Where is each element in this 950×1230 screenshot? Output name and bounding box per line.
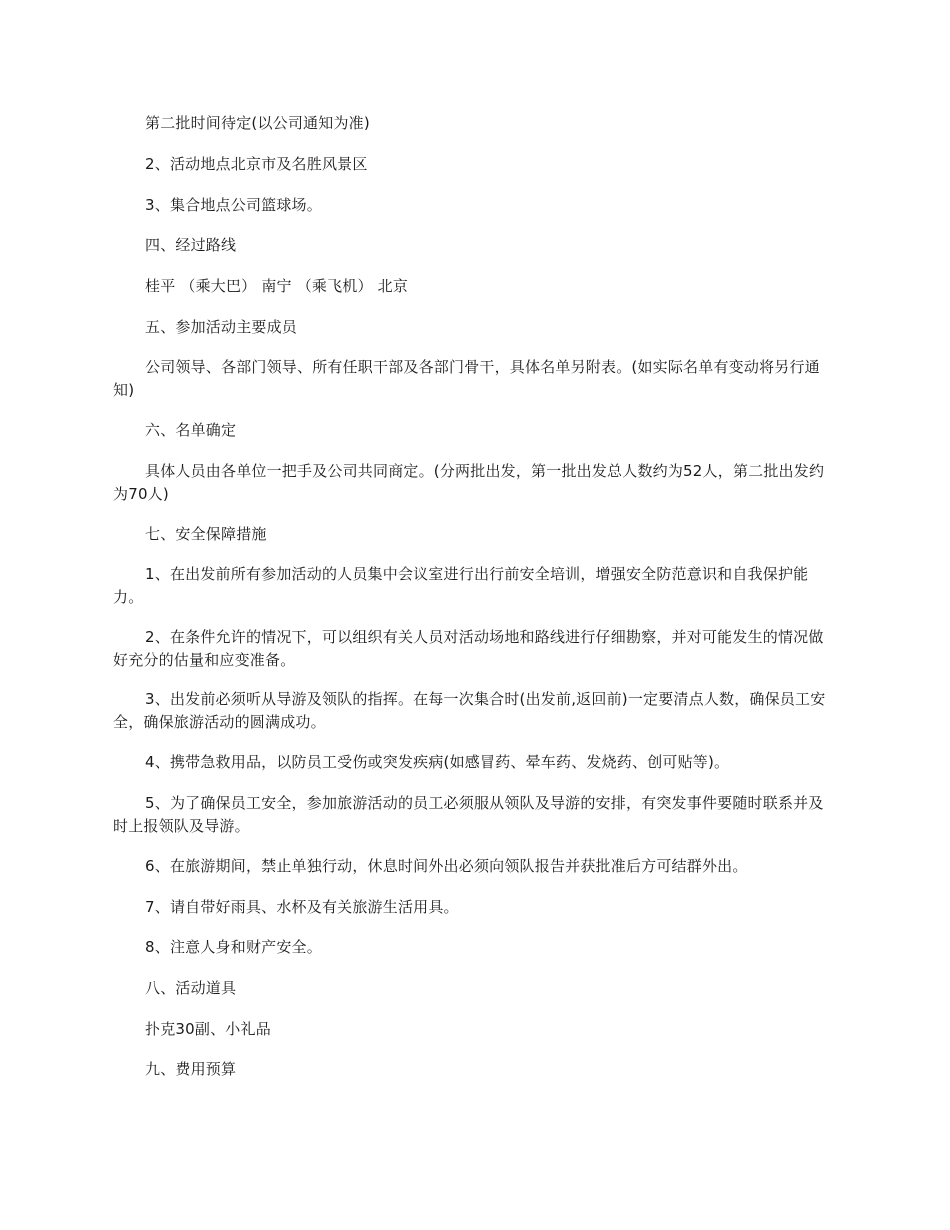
paragraph-route: 桂平 （乘大巴） 南宁 （乘飞机） 北京 bbox=[145, 277, 409, 295]
paragraph-safety-5: 5、为了确保员工安全，参加旅游活动的员工必须服从领队及导游的安排，有突发事件要随时联系并及时上报领队及导游。 bbox=[113, 794, 824, 835]
paragraph-safety-6: 6、在旅游期间，禁止单独行动，休息时间外出必须向领队报告并获批准后方可结群外出。 bbox=[145, 857, 748, 875]
paragraph-safety-4: 4、携带急救用品，以防员工受伤或突发疾病(如感冒药、晕车药、发烧药、创可贴等)。 bbox=[145, 753, 730, 771]
paragraph-batch-two-time: 第二批时间待定(以公司通知为准) bbox=[145, 114, 370, 132]
paragraph-safety-7: 7、请自带好雨具、水杯及有关旅游生活用具。 bbox=[145, 898, 459, 916]
paragraph-props: 扑克30副、小礼品 bbox=[145, 1020, 271, 1038]
heading-route: 四、经过路线 bbox=[145, 236, 237, 254]
paragraph-members: 公司领导、各部门领导、所有任职干部及各部门骨干，具体名单另附表。(如实际名单有变动将另行通知) bbox=[113, 358, 820, 399]
paragraph-assembly-location: 3、集合地点公司篮球场。 bbox=[145, 196, 322, 214]
paragraph-safety-2: 2、在条件允许的情况下，可以组织有关人员对活动场地和路线进行仔细勘察，并对可能发生的情况做好充分的估量和应变准备。 bbox=[113, 628, 824, 669]
paragraph-safety-8: 8、注意人身和财产安全。 bbox=[145, 938, 322, 956]
heading-members: 五、参加活动主要成员 bbox=[145, 318, 298, 336]
heading-props: 八、活动道具 bbox=[145, 979, 237, 997]
heading-safety: 七、安全保障措施 bbox=[145, 525, 267, 543]
paragraph-safety-1: 1、在出发前所有参加活动的人员集中会议室进行出行前安全培训，增强安全防范意识和自我保护能力。 bbox=[113, 565, 809, 606]
heading-list-confirm: 六、名单确定 bbox=[145, 421, 237, 439]
heading-budget: 九、费用预算 bbox=[145, 1060, 237, 1078]
paragraph-activity-location: 2、活动地点北京市及名胜风景区 bbox=[145, 155, 368, 173]
paragraph-list-confirm: 具体人员由各单位一把手及公司共同商定。(分两批出发，第一批出发总人数约为52人，第二批出发约为70人) bbox=[113, 462, 825, 503]
paragraph-safety-3: 3、出发前必须听从导游及领队的指挥。在每一次集合时(出发前,返回前)一定要清点人数，确保员工安全，确保旅游活动的圆满成功。 bbox=[113, 690, 826, 731]
